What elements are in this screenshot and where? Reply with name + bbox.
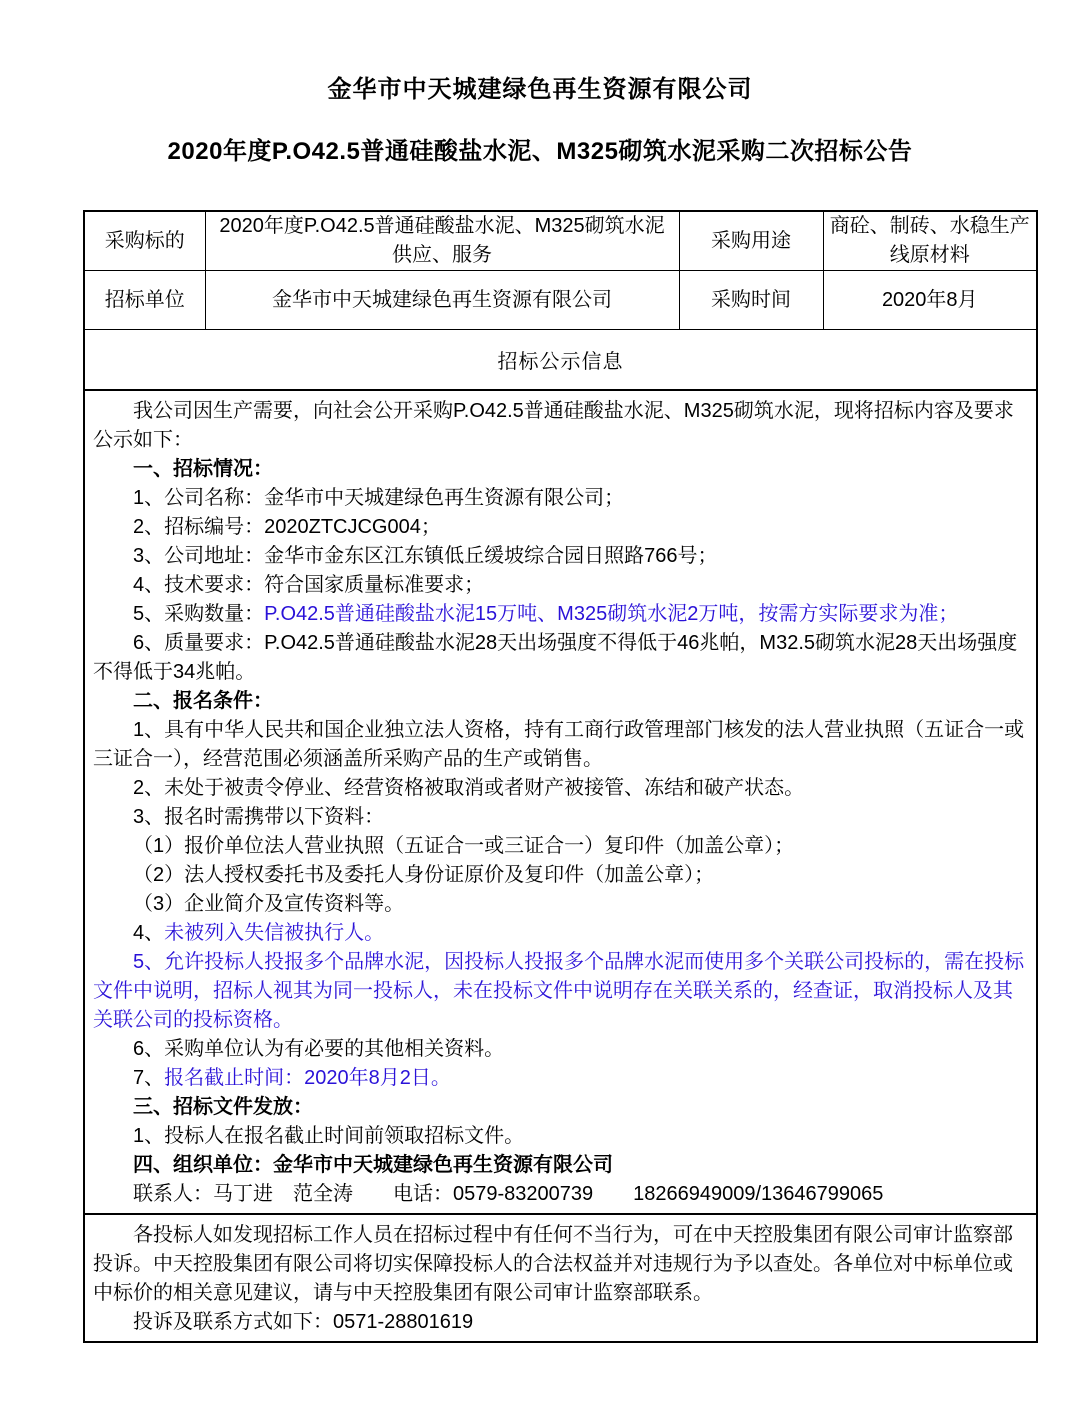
- item-other-materials: 6、采购单位认为有必要的其他相关资料。: [133, 1037, 505, 1060]
- item-not-suspended: 2、未处于被责令停业、经营资格被取消或者财产被接管、冻结和破产状态。: [133, 776, 805, 799]
- label-procurement-time: 采购时间: [679, 271, 823, 330]
- section-header: 招标公示信息: [84, 330, 1037, 390]
- item-company-name: 1、公司名称：金华市中天城建绿色再生资源有限公司；: [133, 486, 625, 509]
- table-row-procurement-subject: [84, 211, 1037, 271]
- value-procurement-use: 商砼、制砖、水稳生产线原材料: [823, 211, 1037, 271]
- section-4-heading: 四、组织单位：金华市中天城建绿色再生资源有限公司: [133, 1153, 613, 1176]
- item-document-collection: 1、投标人在报名截止时间前领取招标文件。: [133, 1124, 525, 1147]
- announcement-body: [84, 390, 1037, 1214]
- section-1-heading: 一、招标情况：: [133, 457, 273, 480]
- intro-paragraph: 我公司因生产需要，向社会公开采购P.O42.5普通硅酸盐水泥、M325砌筑水泥，现将招标内容及要求公示如下：: [93, 399, 1014, 451]
- label-procurement-use: 采购用途: [679, 211, 823, 271]
- item-registration-deadline-text: 报名截止时间：2020年8月2日。: [164, 1066, 451, 1089]
- table-row-body: [84, 390, 1037, 1214]
- complaint-contact: 投诉及联系方式如下：0571-28801619: [133, 1310, 474, 1333]
- item-required-materials: 3、报名时需携带以下资料：: [133, 805, 385, 828]
- label-procurement-subject: 采购标的: [84, 211, 205, 271]
- value-procurement-time: 2020年8月: [823, 271, 1037, 330]
- item-material-license-copy: （1）报价单位法人营业执照（五证合一或三证合一）复印件（加盖公章）；: [133, 834, 795, 857]
- doc-subtitle: 2020年度P.O42.5普通硅酸盐水泥、M325砌筑水泥采购二次招标公告: [167, 138, 913, 165]
- item-multiple-brands: 5、允许投标人投报多个品牌水泥，因投标人投报多个品牌水泥而使用多个关联公司投标的，需在投标文件中说明，招标人视其为同一投标人，未在投标文件中说明存在关联关系的，经查证，取消投标人及其关联公司的投标资格。: [93, 950, 1025, 1031]
- table-row-complaint: [84, 1214, 1037, 1342]
- item-material-company-profile: （3）企业简介及宣传资料等。: [133, 892, 405, 915]
- item-registration-deadline-number: 7、: [133, 1066, 165, 1089]
- item-company-address: 3、公司地址：金华市金东区江东镇低丘缓坡综合园日照路766号；: [133, 544, 718, 567]
- item-material-authorization: （2）法人授权委托书及委托人身份证原价及复印件（加盖公章）；: [133, 863, 715, 886]
- item-bid-number: 2、招标编号：2020ZTCJCG004；: [133, 515, 441, 538]
- item-legal-person-qualification: 1、具有中华人民共和国企业独立法人资格，持有工商行政管理部门核发的法人营业执照（五证合一或三证合一），经营范围必须涵盖所采购产品的生产或销售。: [93, 718, 1025, 770]
- item-quality-requirements: 6、质量要求：P.O42.5普通硅酸盐水泥28天出场强度不得低于46兆帕，M32.5砌筑水泥28天出场强度不得低于34兆帕。: [93, 631, 1018, 683]
- table-row-section-header: [84, 330, 1037, 390]
- doc-title: 金华市中天城建绿色再生资源有限公司: [327, 76, 753, 103]
- item-procurement-quantity-value: P.O42.5普通硅酸盐水泥15万吨、M325砌筑水泥2万吨，按需方实际要求为准；: [264, 602, 959, 625]
- contact-line: 联系人：马丁进 范全涛 电话：0579-83200739 18266949009/13646799065: [133, 1182, 884, 1205]
- item-not-dishonest-number: 4、: [133, 921, 165, 944]
- announcement-table: [83, 210, 1038, 1343]
- complaint-paragraph: 各投标人如发现招标工作人员在招标过程中有任何不当行为，可在中天控股集团有限公司审计监察部投诉。中天控股集团有限公司将切实保障投标人的合法权益并对违规行为予以查处。各单位对中标单位或中标价的相关意见建议，请与中天控股集团有限公司审计监察部联系。: [93, 1223, 1013, 1304]
- value-bidding-unit: 金华市中天城建绿色再生资源有限公司: [205, 271, 679, 330]
- item-procurement-quantity: [93, 600, 1028, 629]
- item-technical-requirements: 4、技术要求：符合国家质量标准要求；: [133, 573, 485, 596]
- item-procurement-quantity-label: 5、采购数量：: [133, 602, 265, 625]
- section-3-heading: 三、招标文件发放：: [133, 1095, 313, 1118]
- label-bidding-unit: 招标单位: [84, 271, 205, 330]
- table-row-bidding-unit: [84, 271, 1037, 330]
- complaint-section: [84, 1214, 1037, 1342]
- section-2-heading: 二、报名条件：: [133, 689, 273, 712]
- item-registration-deadline: [93, 1064, 1028, 1093]
- item-not-dishonest-text: 未被列入失信被执行人。: [164, 921, 385, 944]
- item-not-dishonest: [93, 919, 1028, 948]
- value-procurement-subject: 2020年度P.O42.5普通硅酸盐水泥、M325砌筑水泥供应、服务: [205, 211, 679, 271]
